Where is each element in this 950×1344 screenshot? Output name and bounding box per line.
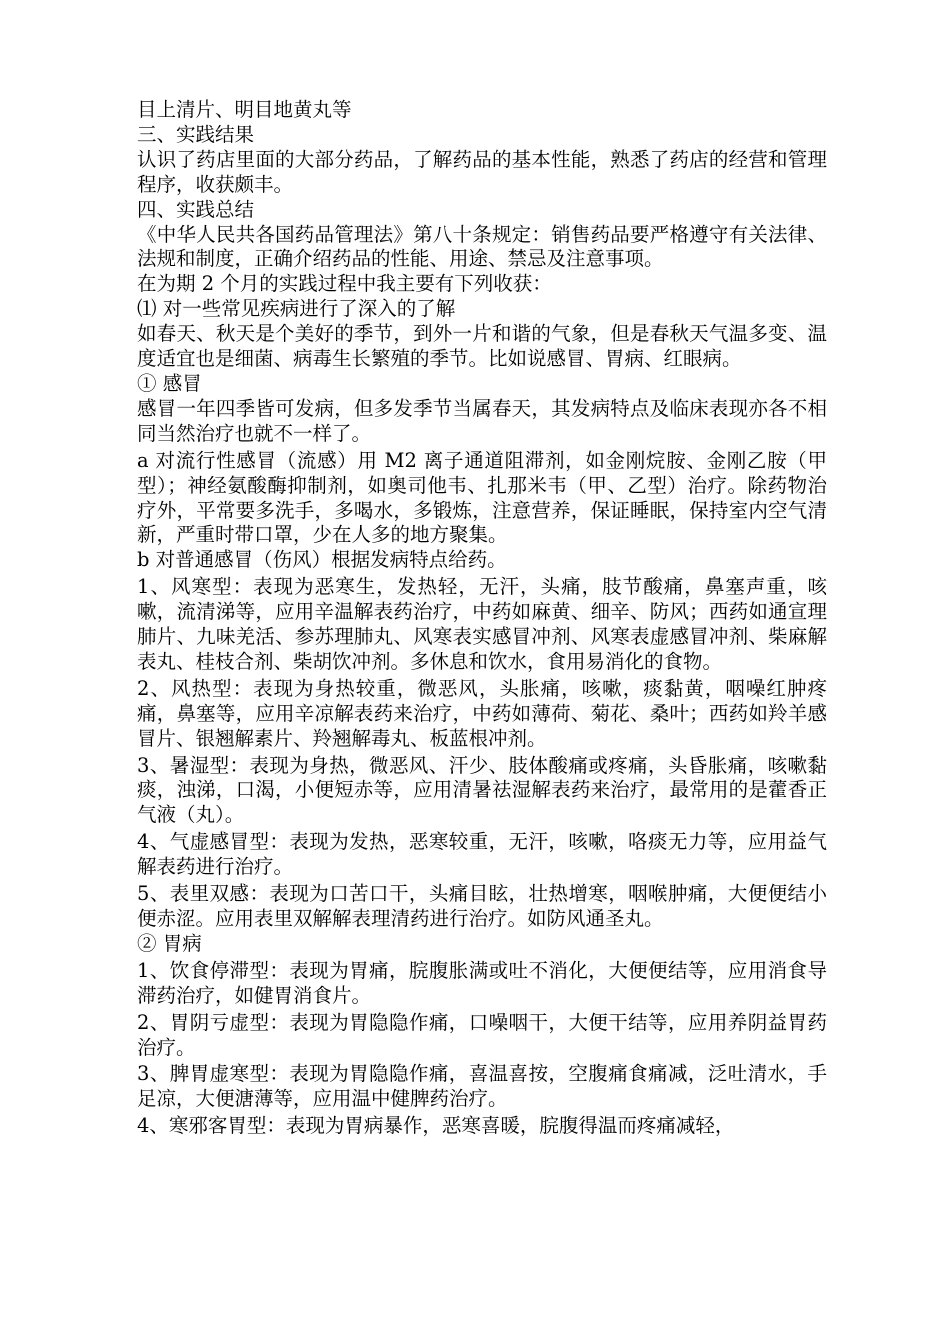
list-item-yin-deficiency: 2、胃阴亏虚型：表现为胃隐隐作痛，口噪咽干，大便干结等，应用养阴益胃药治疗。 bbox=[137, 1010, 827, 1059]
paragraph-law-quote: 《中华人民共各国药品管理法》第八十条规定：销售药品要严格遵守有关法律、法规和制度，正确介绍药品的性能、用途、禁忌及注意事项。 bbox=[137, 222, 827, 271]
list-item-summer-damp: 3、暑湿型：表现为身热，微恶风、汗少、肢体酸痛或疼痛，头昏胀痛，咳嗽黏痰，浊涕，口渴，小便短赤等，应用清暑祛湿解表药来治疗，最常用的是藿香正气液（丸）。 bbox=[137, 753, 827, 827]
list-item-wind-cold: 1、风寒型：表现为恶寒生，发热轻，无汗，头痛，肢节酸痛，鼻塞声重，咳嗽，流清涕等，应用辛温解表药治疗，中药如麻黄、细辛、防风；西药如通宣理肺片、九味羌活、参苏理肺丸、风寒表实感冒冲剂、风寒表虚感冒冲剂、柴麻解表丸、桂枝合剂、柴胡饮冲剂。多休息和饮水，食用易消化的食物。 bbox=[137, 575, 827, 673]
list-item-food-stagnation: 1、饮食停滞型：表现为胃痛，脘腹胀满或吐不消化，大便便结等，应用消食导滞药治疗，如健胃消食片。 bbox=[137, 958, 827, 1007]
list-item-dual-exterior: 5、表里双感：表现为口苦口干，头痛目眩，壮热增寒，咽喉肿痛，大便便结小便赤涩。应用表里双解解表理清药进行治疗。如防风通圣丸。 bbox=[137, 882, 827, 930]
paragraph-gains-intro: 在为期 2 个月的实践过程中我主要有下列收获： bbox=[137, 272, 552, 296]
paragraph-flu: a 对流行性感冒（流感）用 M2 离子通道阻滞剂，如金刚烷胺、金刚乙胺（甲型）；神经氨酸酶抑制剂，如奥司他韦、扎那米韦（甲、乙型）治疗。除药物治疗外，平常要多洗手，多喝水，多锻炼，注意营养，保证睡眠，保持室内空气清新，严重时带口罩，少在人多的地方聚集。 bbox=[137, 448, 827, 547]
list-item-qi-deficiency: 4、气虚感冒型：表现为发热，恶寒较重，无汗，咳嗽，咯痰无力等，应用益气解表药进行治疗。 bbox=[137, 830, 827, 879]
list-item-spleen-cold: 3、脾胃虚寒型：表现为胃隐隐作痛，喜温喜按，空腹痛食痛减，泛吐清水，手足凉，大便溏薄等，应用温中健脾药治疗。 bbox=[137, 1062, 827, 1111]
paragraph-results: 认识了药店里面的大部分药品，了解药品的基本性能，熟悉了药店的经营和管理程序，收获颇丰。 bbox=[137, 147, 827, 196]
list-item-cold-invasion: 4、寒邪客胃型：表现为胃病暴作，恶寒喜暖，脘腹得温而疼痛减轻， bbox=[137, 1114, 735, 1138]
text-line-continuation: 目上清片、明目地黄丸等 bbox=[137, 98, 352, 121]
list-item-wind-heat: 2、风热型：表现为身热较重，微恶风，头胀痛，咳嗽，痰黏黄，咽噪红肿疼痛，鼻塞等，应用辛凉解表药来治疗，中药如薄荷、菊花、桑叶；西药如羚羊感冒片、银翘解素片、羚翘解毒丸、板蓝根冲剂。 bbox=[137, 676, 827, 750]
subheading-cold: ① 感冒 bbox=[137, 371, 202, 395]
list-item-heading-1: ⑴ 对一些常见疾病进行了深入的了解 bbox=[137, 297, 456, 321]
paragraph-cold-intro: 感冒一年四季皆可发病，但多发季节当属春天，其发病特点及临床表现亦各不相同当然治疗也就不一样了。 bbox=[137, 396, 827, 445]
document-page bbox=[137, 98, 827, 1139]
paragraph-seasons: 如春天、秋天是个美好的季节，到外一片和谐的气象，但是春秋天气温多变、温度适宜也是细菌、病毒生长繁殖的季节。比如说感冒、胃病、红眼病。 bbox=[137, 322, 827, 371]
paragraph-common-cold: b 对普通感冒（伤风）根据发病特点给药。 bbox=[137, 548, 507, 572]
subheading-stomach: ② 胃病 bbox=[137, 931, 202, 955]
section-heading-results: 三、实践结果 bbox=[137, 122, 255, 146]
section-heading-summary: 四、实践总结 bbox=[137, 197, 255, 221]
